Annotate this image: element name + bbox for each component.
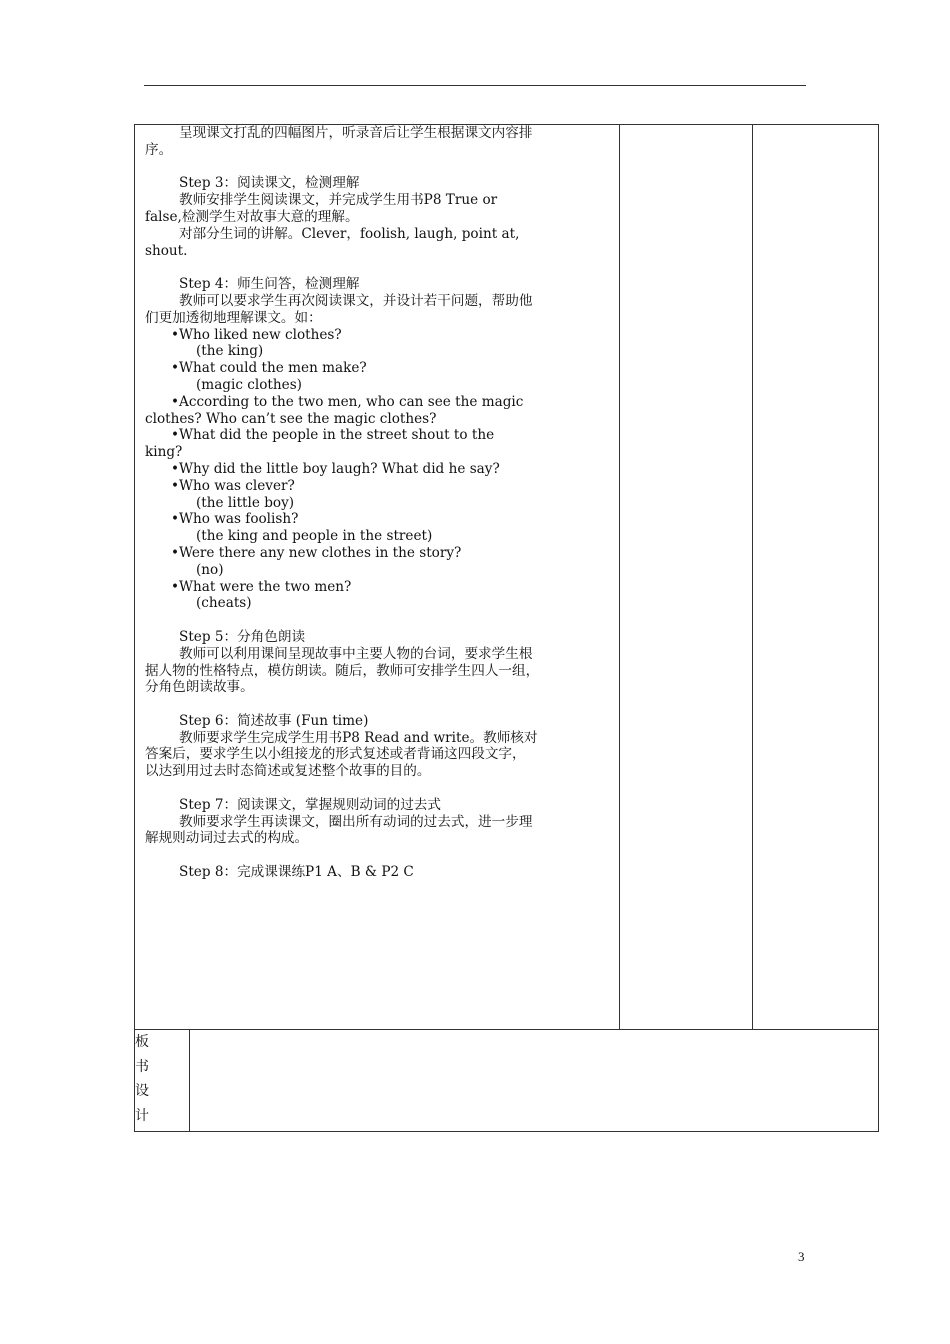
step-text: false,检测学生对故事大意的理解。 <box>145 208 359 225</box>
answer: (the little boy) <box>196 494 295 511</box>
step-text: 们更加透彻地理解课文。如： <box>145 309 322 326</box>
question-continued: clothes? Who can’t see the magic clothes? <box>145 410 437 427</box>
empty-column-cell <box>620 125 753 1030</box>
step-text: 教师可以要求学生再次阅读课文，并设计若干问题，帮助他 <box>179 292 533 309</box>
page-number: 3 <box>798 1249 805 1264</box>
answer: (the king and people in the street) <box>196 528 433 545</box>
step-title: Step 6：简述故事 (Fun time) <box>179 712 369 729</box>
board-design-label <box>135 1030 190 1132</box>
board-label-char: 书 <box>135 1058 149 1075</box>
question: •Who was foolish? <box>171 511 299 528</box>
lesson-plan-table <box>134 124 879 1132</box>
procedure-row <box>135 125 879 1030</box>
question: •Who was clever? <box>171 477 295 494</box>
question: •What could the men make? <box>171 360 367 377</box>
question: •According to the two men, who can see the magic <box>171 393 524 410</box>
step-title: Step 3：阅读课文，检测理解 <box>179 175 360 192</box>
question: •Were there any new clothes in the story? <box>171 544 462 561</box>
question: •Who liked new clothes? <box>171 326 342 343</box>
step-title: Step 7：阅读课文，掌握规则动词的过去式 <box>179 796 441 813</box>
step-title: Step 5：分角色朗读 <box>179 628 306 645</box>
step-text: 答案后，要求学生以小组接龙的形式复述或者背诵这四段文字， <box>145 746 526 763</box>
answer: (the king) <box>196 343 264 360</box>
procedure-cell <box>135 125 620 1030</box>
board-label-char: 计 <box>135 1107 149 1124</box>
answer: (magic clothes) <box>196 376 302 393</box>
board-label-char: 板 <box>135 1034 149 1050</box>
step-text: 教师安排学生阅读课文，并完成学生用书P8 True or <box>179 192 498 209</box>
board-label-char: 设 <box>135 1083 149 1099</box>
step-title: Step 8：完成课课练P1 A、B & P2 C <box>179 864 414 881</box>
step-text: shout. <box>145 242 188 259</box>
step-text: 教师要求学生完成学生用书P8 Read and write。教师核对 <box>179 729 538 746</box>
board-design-row <box>135 1030 879 1132</box>
step-text: 教师可以利用课间呈现故事中主要人物的台词，要求学生根 <box>179 645 533 662</box>
step-text: 对部分生词的讲解。Clever，foolish, laugh, point at, <box>179 225 520 242</box>
answer: (cheats) <box>196 595 252 612</box>
step-title: Step 4：师生问答，检测理解 <box>179 276 360 293</box>
step-text: 分角色朗读故事。 <box>145 679 254 696</box>
answer: (no) <box>196 561 224 578</box>
header-rule <box>144 85 806 86</box>
question: •What did the people in the street shout to the <box>171 427 495 444</box>
step-text: 教师要求学生再读课文，圈出所有动词的过去式，进一步理 <box>179 813 533 830</box>
step-text: 据人物的性格特点，模仿朗读。随后，教师可安排学生四人一组， <box>145 662 540 679</box>
step-text: 以达到用过去时态简述或复述整个故事的目的。 <box>145 763 431 780</box>
board-design-cell <box>190 1030 879 1132</box>
step-text: 解规则动词过去式的构成。 <box>145 830 309 847</box>
question-continued: king? <box>145 444 183 461</box>
procedure-content <box>135 125 619 881</box>
intro-line: 呈现课文打乱的四幅图片，听录音后让学生根据课文内容排 <box>179 125 533 141</box>
intro-line: 序。 <box>145 141 173 158</box>
empty-column-cell <box>753 125 879 1030</box>
question: •Why did the little boy laugh? What did he say? <box>171 460 500 477</box>
question: •What were the two men? <box>171 578 352 595</box>
